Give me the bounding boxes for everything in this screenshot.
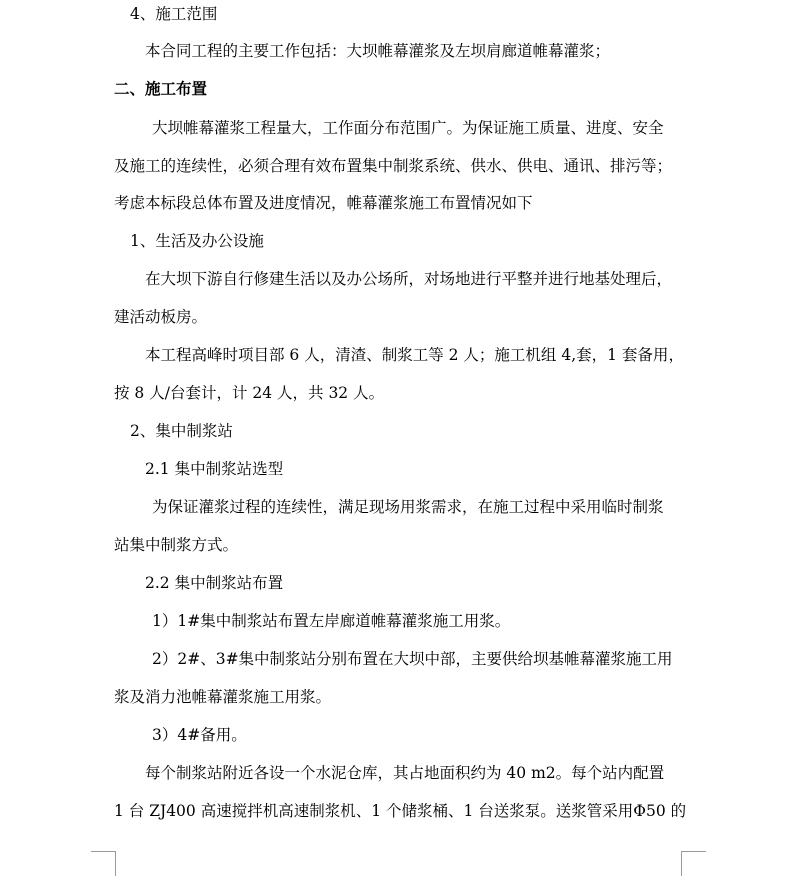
paragraph-line: 建活动板房。: [114, 308, 208, 326]
paragraph-line: 本合同工程的主要工作包括：大坝帷幕灌浆及左坝肩廊道帷幕灌浆；: [145, 42, 611, 60]
list-item: 2）2#、3#集中制浆站分别布置在大坝中部，主要供给坝基帷幕灌浆施工用: [152, 650, 673, 668]
paragraph-line: 按 8 人/台套计，计 24 人，共 32 人。: [114, 384, 385, 402]
page-corner-mark-right: [681, 851, 706, 876]
paragraph-line: 本工程高峰时项目部 6 人，清渣、制浆工等 2 人；施工机组 4,套，1 套备用，: [145, 346, 684, 364]
chapter-heading-construction-layout: 二、施工布置: [114, 80, 208, 98]
paragraph-line: 1 台 ZJ400 高速搅拌机高速制浆机、1 个储浆桶、1 台送浆泵。送浆管采用Φ50 的: [114, 802, 687, 820]
list-item: 1）1#集中制浆站布置左岸廊道帷幕灌浆施工用浆。: [152, 612, 511, 630]
paragraph-line: 为保证灌浆过程的连续性，满足现场用浆需求，在施工过程中采用临时制浆: [152, 498, 664, 516]
section-heading-slurry-station: 2、集中制浆站: [130, 422, 233, 440]
section-heading-living-office: 1、生活及办公设施: [130, 232, 264, 250]
paragraph-line: 考虑本标段总体布置及进度情况，帷幕灌浆施工布置情况如下: [114, 194, 533, 212]
list-item: 3）4#备用。: [152, 726, 247, 744]
section-heading-construction-scope: 4、施工范围: [130, 5, 218, 23]
page-corner-mark-left: [91, 851, 116, 876]
subsection-heading-station-selection: 2.1 集中制浆站选型: [145, 460, 284, 478]
paragraph-line: 每个制浆站附近各设一个水泥仓库，其占地面积约为 40 m2。每个站内配置: [145, 764, 665, 782]
paragraph-line: 浆及消力池帷幕灌浆施工用浆。: [114, 688, 332, 706]
subsection-heading-station-layout: 2.2 集中制浆站布置: [145, 574, 284, 592]
paragraph-line: 站集中制浆方式。: [114, 536, 239, 554]
paragraph-line: 大坝帷幕灌浆工程量大，工作面分布范围广。为保证施工质量、进度、安全: [152, 119, 664, 137]
paragraph-line: 在大坝下游自行修建生活以及办公场所，对场地进行平整并进行地基处理后，: [145, 270, 673, 288]
paragraph-line: 及施工的连续性，必须合理有效布置集中制浆系统、供水、供电、通讯、排污等；: [114, 157, 673, 175]
